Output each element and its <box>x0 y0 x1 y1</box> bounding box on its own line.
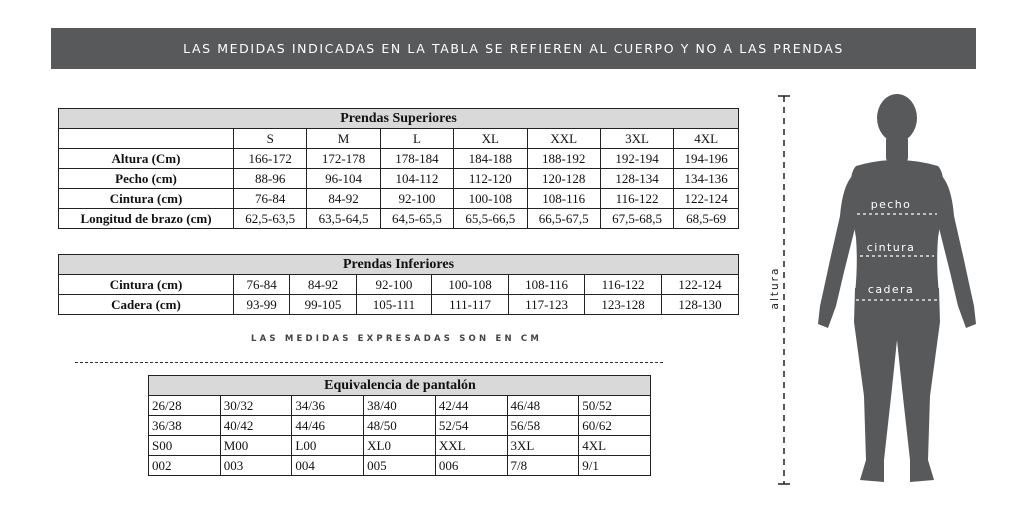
table-cell: 65,5-66,5 <box>454 209 527 229</box>
row-label: Cintura (cm) <box>59 275 234 295</box>
table-cell: 62,5-63,5 <box>234 209 307 229</box>
table-cell: 84-92 <box>290 275 357 295</box>
table-cell: 006 <box>435 456 507 476</box>
table-row <box>149 436 651 456</box>
table-cell: 188-192 <box>527 149 600 169</box>
table-cell: XXL <box>435 436 507 456</box>
table-cell: 44/46 <box>292 416 364 436</box>
table-title: Prendas Inferiores <box>59 255 739 275</box>
table-cell: 123-128 <box>585 295 662 315</box>
table-cell: XL0 <box>364 436 436 456</box>
table-cell: 4XL <box>579 436 651 456</box>
table-cell: 7/8 <box>507 456 579 476</box>
table-cell: 30/32 <box>220 396 292 416</box>
table-row <box>59 149 739 169</box>
row-label: Longitud de brazo (cm) <box>59 209 234 229</box>
table-cell: 60/62 <box>579 416 651 436</box>
table-cell: 88-96 <box>234 169 307 189</box>
table-cell: 100-108 <box>454 189 527 209</box>
table-cell: 184-188 <box>454 149 527 169</box>
table-cell: 002 <box>149 456 221 476</box>
table-cell: 120-128 <box>527 169 600 189</box>
pants-equivalence-table <box>148 375 651 476</box>
table-cell: 68,5-69 <box>674 209 739 229</box>
table-cell: 92-100 <box>356 275 431 295</box>
banner: LAS MEDIDAS INDICADAS EN LA TABLA SE REFIEREN AL CUERPO Y NO A LAS PRENDAS <box>51 28 976 69</box>
table-cell: 134-136 <box>674 169 739 189</box>
table-cell: 67,5-68,5 <box>600 209 673 229</box>
table-cell: M00 <box>220 436 292 456</box>
table-cell: 166-172 <box>234 149 307 169</box>
body-measurement-figure <box>760 88 1000 498</box>
table-cell: 192-194 <box>600 149 673 169</box>
table-cell: 48/50 <box>364 416 436 436</box>
table-cell: 40/42 <box>220 416 292 436</box>
row-label: Cintura (cm) <box>59 189 234 209</box>
table-cell: 112-120 <box>454 169 527 189</box>
table-row <box>59 189 739 209</box>
table-cell: 42/44 <box>435 396 507 416</box>
table-cell: 34/36 <box>292 396 364 416</box>
table-cell: 003 <box>220 456 292 476</box>
row-label: Altura (Cm) <box>59 149 234 169</box>
height-label: altura <box>769 266 781 310</box>
size-header: 3XL <box>600 129 673 149</box>
table-cell: 56/58 <box>507 416 579 436</box>
table-cell: 46/48 <box>507 396 579 416</box>
waist-label: cintura <box>866 241 916 254</box>
table-cell: 92-100 <box>380 189 453 209</box>
size-header: XL <box>454 129 527 149</box>
table-cell: 116-122 <box>585 275 662 295</box>
table-cell: 96-104 <box>307 169 380 189</box>
table-cell: 128-130 <box>662 295 739 315</box>
table-row <box>59 169 739 189</box>
table-cell: 84-92 <box>307 189 380 209</box>
chest-label: pecho <box>870 198 912 211</box>
lower-garments-table <box>58 254 739 315</box>
table-cell: 9/1 <box>579 456 651 476</box>
table-cell: 178-184 <box>380 149 453 169</box>
table-cell: 004 <box>292 456 364 476</box>
size-header: 4XL <box>674 129 739 149</box>
table-cell: 128-134 <box>600 169 673 189</box>
table-title: Equivalencia de pantalón <box>149 376 651 396</box>
table-title: Prendas Superiores <box>59 109 739 129</box>
table-cell: 122-124 <box>662 275 739 295</box>
size-header: S <box>234 129 307 149</box>
table-cell: 63,5-64,5 <box>307 209 380 229</box>
table-cell: 005 <box>364 456 436 476</box>
table-cell: 36/38 <box>149 416 221 436</box>
row-label: Pecho (cm) <box>59 169 234 189</box>
table-cell: 105-111 <box>356 295 431 315</box>
table-cell: 3XL <box>507 436 579 456</box>
size-header: M <box>307 129 380 149</box>
table-cell: 111-117 <box>432 295 509 315</box>
table-row <box>59 295 739 315</box>
table-row <box>149 456 651 476</box>
table-cell: 52/54 <box>435 416 507 436</box>
table-cell: 122-124 <box>674 189 739 209</box>
upper-garments-table <box>58 108 739 229</box>
table-cell: S00 <box>149 436 221 456</box>
dashed-divider <box>75 362 663 363</box>
table-cell: L00 <box>292 436 364 456</box>
table-cell: 116-122 <box>600 189 673 209</box>
table-cell: 76-84 <box>234 189 307 209</box>
table-cell: 64,5-65,5 <box>380 209 453 229</box>
table-cell: 104-112 <box>380 169 453 189</box>
table-row <box>59 275 739 295</box>
table-row <box>149 416 651 436</box>
table-cell: 117-123 <box>509 295 585 315</box>
table-cell: 194-196 <box>674 149 739 169</box>
hip-label: cadera <box>867 283 915 296</box>
table-cell: 108-116 <box>509 275 585 295</box>
units-note: LAS MEDIDAS EXPRESADAS SON EN CM <box>251 334 543 344</box>
corner-cell <box>59 129 234 149</box>
table-row <box>59 209 739 229</box>
table-cell: 26/28 <box>149 396 221 416</box>
row-label: Cadera (cm) <box>59 295 234 315</box>
table-cell: 66,5-67,5 <box>527 209 600 229</box>
table-cell: 172-178 <box>307 149 380 169</box>
table-cell: 99-105 <box>290 295 357 315</box>
table-cell: 50/52 <box>579 396 651 416</box>
size-header: L <box>380 129 453 149</box>
size-header: XXL <box>527 129 600 149</box>
table-row <box>149 396 651 416</box>
table-cell: 76-84 <box>234 275 290 295</box>
table-cell: 108-116 <box>527 189 600 209</box>
table-cell: 100-108 <box>432 275 509 295</box>
table-cell: 38/40 <box>364 396 436 416</box>
table-cell: 93-99 <box>234 295 290 315</box>
